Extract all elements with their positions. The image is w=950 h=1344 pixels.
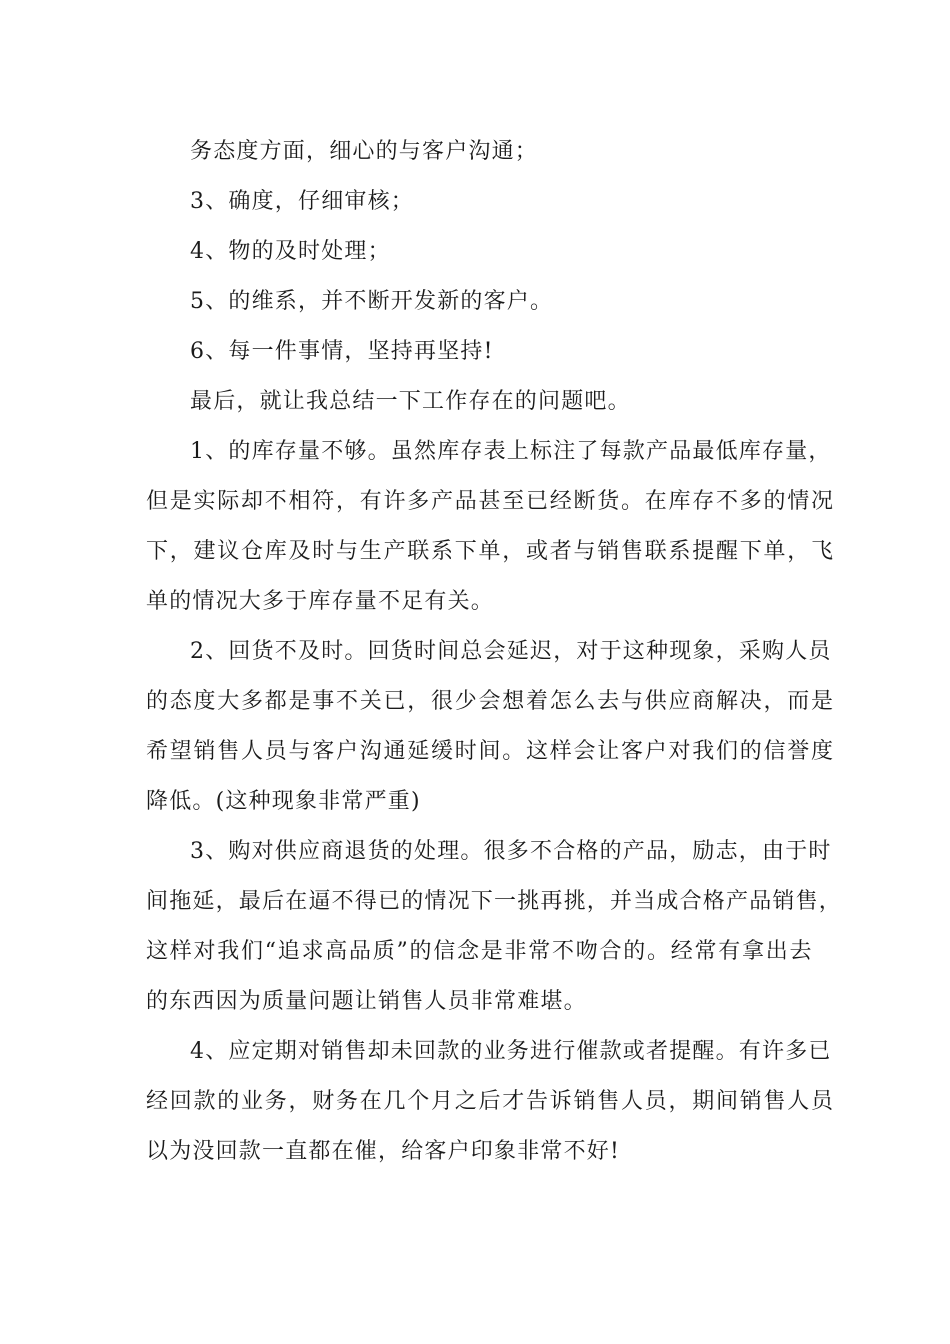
paragraph-line: 务态度方面，细心的与客户沟通； — [190, 139, 539, 164]
list-item-5: 5、的维系，并不断开发新的客户。 — [190, 289, 554, 314]
problem-2-line: 2、回货不及时。回货时间总会延迟，对于这种现象，采购人员 — [190, 639, 832, 664]
problem-3-line: 间拖延，最后在逼不得已的情况下一挑再挑，并当成合格产品销售， — [146, 889, 843, 914]
problem-4-line: 4、应定期对销售却未回款的业务进行催款或者提醒。有许多已 — [190, 1039, 832, 1064]
list-item-6: 6、每一件事情，坚持再坚持! — [190, 339, 494, 364]
problem-3-line: 这样对我们“追求高品质”的信念是非常不吻合的。经常有拿出去 — [146, 939, 814, 964]
problem-4-line: 经回款的业务，财务在几个月之后才告诉销售人员，期间销售人员 — [146, 1089, 835, 1114]
problem-1-line: 但是实际却不相符，有许多产品甚至已经断货。在库存不多的情况 — [146, 489, 835, 514]
problem-1-line: 下，建议仓库及时与生产联系下单，或者与销售联系提醒下单，飞 — [146, 539, 835, 564]
problem-1-line: 1、的库存量不够。虽然库存表上标注了每款产品最低库存量， — [190, 439, 832, 464]
problem-1-line: 单的情况大多于库存量不足有关。 — [146, 589, 495, 614]
problem-2-line: 降低。(这种现象非常严重) — [146, 789, 421, 814]
problem-3-line: 3、购对供应商退货的处理。很多不合格的产品，励志，由于时 — [190, 839, 832, 864]
problem-2-line: 的态度大多都是事不关已，很少会想着怎么去与供应商解决，而是 — [146, 689, 835, 714]
list-item-3: 3、确度，仔细审核； — [190, 189, 414, 214]
problem-4-line: 以为没回款一直都在催，给客户印象非常不好! — [146, 1139, 621, 1164]
problem-2-line: 希望销售人员与客户沟通延缓时间。这样会让客户对我们的信誉度 — [146, 739, 835, 764]
problem-3-line: 的东西因为质量问题让销售人员非常难堪。 — [146, 989, 587, 1014]
list-item-4: 4、物的及时处理； — [190, 239, 391, 264]
section-intro: 最后，就让我总结一下工作存在的问题吧。 — [190, 389, 631, 414]
